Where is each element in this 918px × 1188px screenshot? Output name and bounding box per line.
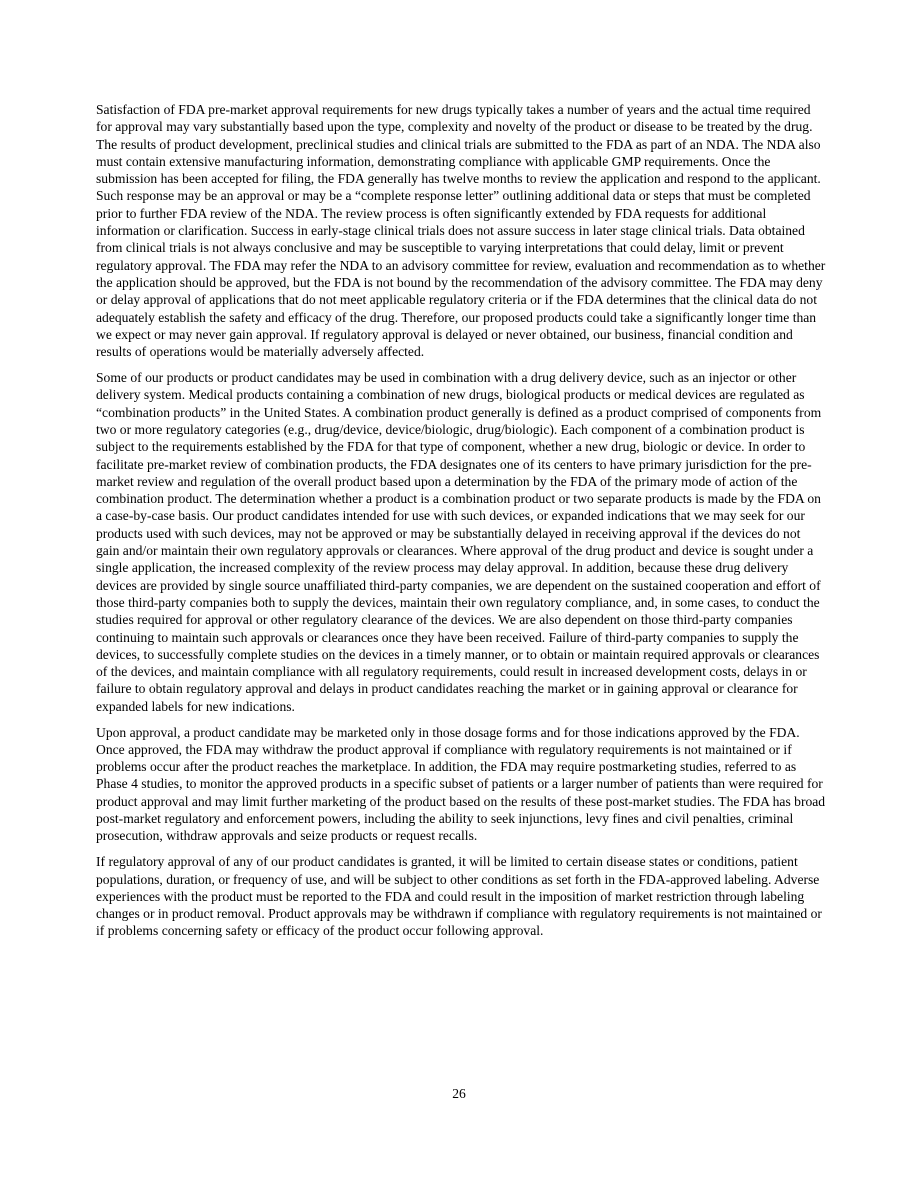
paragraph-approval-limitations: If regulatory approval of any of our product candidates is granted, it will be limited to certain disease states or conditions, patient populations, duration, or frequency of use, and will be subject to other conditions as set forth in the FDA-approved labeling. Adverse experiences with the product must be reported to the FDA and could result in the imposition of market restriction through labeling changes or in product removal. Product approvals may be withdrawn if compliance with regulatory requirements is not maintained or if problems concerning safety or efficacy of the product occur following approval. <box>96 854 822 939</box>
paragraph-fda-approval-timeline: Satisfaction of FDA pre-market approval requirements for new drugs typically takes a number of years and the actual time required for approval may vary substantially based upon the type, complexity and novelty of the product or disease to be treated by the drug. The results of product development, preclinical studies and clinical trials are submitted to the FDA as part of an NDA. The NDA also must contain extensive manufacturing information, demonstrating compliance with applicable GMP requirements. Once the submission has been accepted for filing, the FDA generally has twelve months to review the application and respond to the applicant. Such response may be an approval or may be a “complete response letter” outlining additional data or steps that must be completed prior to further FDA review of the NDA. The review process is often significantly extended by FDA requests for additional information or clarification. Success in early-stage clinical trials does not assure success in later stage clinical trials. Data obtained from clinical trials is not always conclusive and may be susceptible to varying interpretations that could delay, limit or prevent regulatory approval. The FDA may refer the NDA to an advisory committee for review, evaluation and recommendation as to whether the application should be approved, but the FDA is not bound by the recommendation of the advisory committee. The FDA may deny or delay approval of applications that do not meet applicable regulatory criteria or if the FDA determines that the clinical data do not adequately establish the safety and efficacy of the drug. Therefore, our proposed products could take a significantly longer time than we expect or may never gain approval. If regulatory approval is delayed or never obtained, our business, financial condition and results of operations would be materially adversely affected. <box>96 102 826 360</box>
paragraph-combination-products: Some of our products or product candidates may be used in combination with a drug delivery device, such as an injector or other delivery system. Medical products containing a combination of new drugs, biological products or medical devices are regulated as “combination products” in the United States. A combination product generally is defined as a product comprised of components from two or more regulatory categories (e.g., drug/device, device/biologic, drug/biologic). Each component of a combination product is subject to the requirements established by the FDA for that type of component, whether a new drug, biologic or device. In order to facilitate pre-market review of combination products, the FDA designates one of its centers to have primary jurisdiction for the pre-market review and regulation of the overall product based upon a determination by the FDA of the primary mode of action of the combination product. The determination whether a product is a combination product or two separate products is made by the FDA on a case-by-case basis. Our product candidates intended for use with such devices, or expanded indications that we may seek for our products used with such devices, may not be approved or may be substantially delayed in receiving approval if the devices do not gain and/or maintain their own regulatory approvals or clearances. Where approval of the drug product and device is sought under a single application, the increased complexity of the review process may delay approval. In addition, because these drug delivery devices are provided by single source unaffiliated third-party companies, we are dependent on the sustained cooperation and effort of those third-party companies both to supply the devices, maintain their own regulatory compliance, and, in some cases, to conduct the studies required for approval or other regulatory clearance of the devices. We are also dependent on those third-party companies continuing to maintain such approvals or clearances once they have been received. Failure of third-party companies to supply the devices, to successfully complete studies on the devices in a timely manner, or to obtain or maintain required approvals or clearances of the devices, and maintain compliance with all regulatory requirements, could result in increased development costs, delays in or failure to obtain regulatory approval and delays in product candidates reaching the market or in gaining approval or clearance for expanded labels for new indications. <box>96 370 822 714</box>
document-body <box>96 101 826 948</box>
paragraph-post-approval-marketing: Upon approval, a product candidate may be marketed only in those dosage forms and for those indications approved by the FDA. Once approved, the FDA may withdraw the product approval if compliance with regulatory requirements is not maintained or if problems occur after the product reaches the marketplace. In addition, the FDA may require postmarketing studies, referred to as Phase 4 studies, to monitor the approved products in a specific subset of patients or a larger number of patients than were required for product approval and may limit further marketing of the product based on the results of these post-market studies. The FDA has broad post-market regulatory and enforcement powers, including the ability to seek injunctions, levy fines and civil penalties, criminal prosecution, withdraw approvals and seize products or request recalls. <box>96 724 826 844</box>
page-number: 26 <box>452 1086 466 1101</box>
